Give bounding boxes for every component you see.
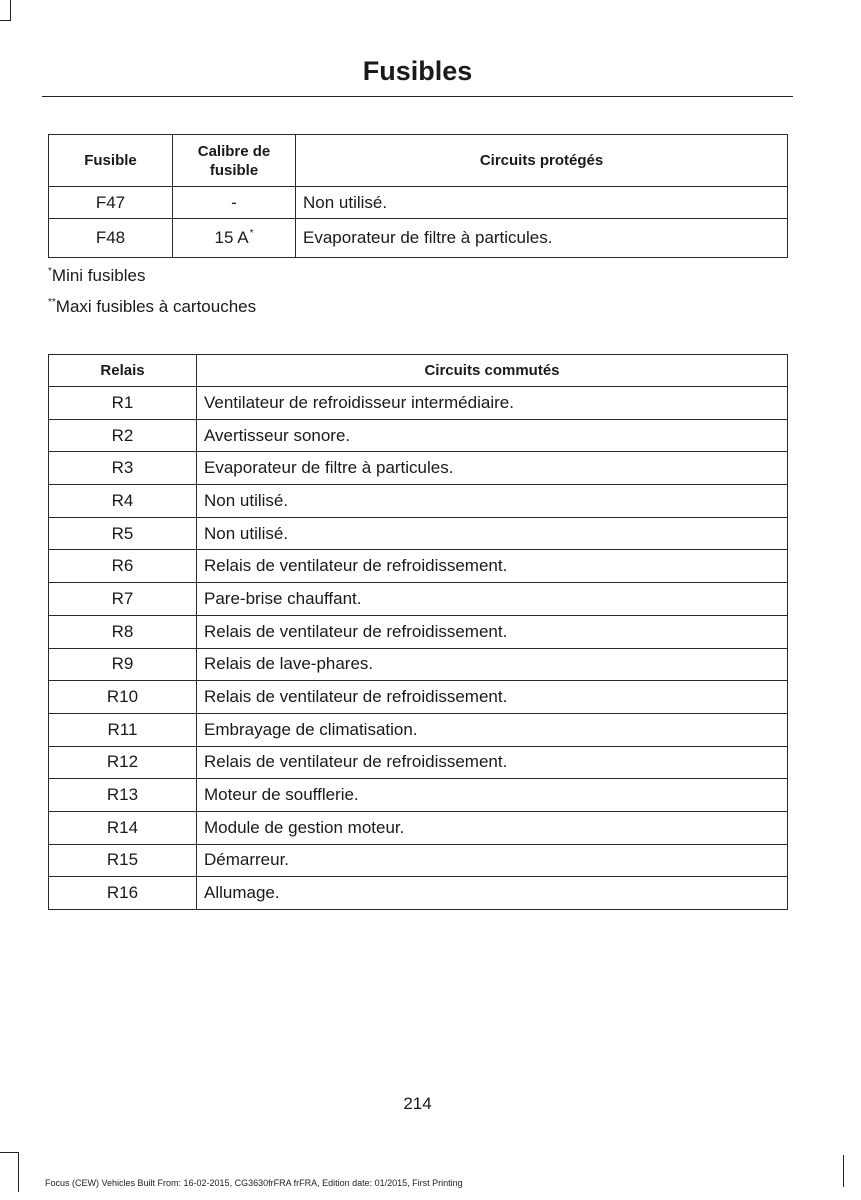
table-row (49, 746, 788, 779)
switched-circuit: Allumage. (197, 877, 788, 910)
switched-circuit: Evaporateur de filtre à particules. (197, 452, 788, 485)
table-row (49, 187, 788, 219)
fuse-number: F48 (49, 219, 173, 258)
switched-circuit: Pare-brise chauffant. (197, 583, 788, 616)
switched-circuit: Non utilisé. (197, 517, 788, 550)
relay-number: R15 (49, 844, 197, 877)
switched-circuit: Module de gestion moteur. (197, 811, 788, 844)
table-row (49, 550, 788, 583)
relay-number: R10 (49, 681, 197, 714)
header-rating: Calibre de fusible (173, 135, 296, 187)
switched-circuit: Relais de ventilateur de refroidissement. (197, 615, 788, 648)
table-row (49, 387, 788, 420)
table-row (49, 583, 788, 616)
crop-mark-bottom-right-vertical (843, 1155, 844, 1187)
switched-circuit: Non utilisé. (197, 485, 788, 518)
footnote-text: Maxi fusibles à cartouches (55, 297, 257, 316)
relay-number: R12 (49, 746, 197, 779)
relay-table-header (49, 355, 788, 387)
page-number: 214 (403, 1094, 432, 1113)
table-row (49, 452, 788, 485)
table-row (49, 713, 788, 746)
page-title: Fusibles (362, 56, 473, 86)
rating-footnote-marker: * (249, 228, 254, 239)
protected-circuit: Evaporateur de filtre à particules. (296, 219, 788, 258)
switched-circuit: Relais de ventilateur de refroidissement. (197, 550, 788, 583)
relay-number: R3 (49, 452, 197, 485)
header-switched-circuits: Circuits commutés (197, 355, 788, 387)
switched-circuit: Moteur de soufflerie. (197, 779, 788, 812)
table-row (49, 219, 788, 258)
table-row (49, 877, 788, 910)
relay-table (48, 354, 788, 910)
relay-number: R1 (49, 387, 197, 420)
relay-number: R2 (49, 419, 197, 452)
crop-mark-bottom-left-vertical (18, 1152, 19, 1192)
footnote-maxi-cartridge-fuses (48, 296, 256, 318)
switched-circuit: Ventilateur de refroidisseur intermédiaire. (197, 387, 788, 420)
relay-number: R14 (49, 811, 197, 844)
table-row (49, 517, 788, 550)
fuse-table-header (49, 135, 788, 187)
switched-circuit: Relais de ventilateur de refroidissement. (197, 746, 788, 779)
switched-circuit: Embrayage de climatisation. (197, 713, 788, 746)
fuse-rating-cell (173, 219, 296, 258)
header-relay: Relais (49, 355, 197, 387)
relay-number: R6 (49, 550, 197, 583)
relay-number: R7 (49, 583, 197, 616)
protected-circuit: Non utilisé. (296, 187, 788, 219)
table-row (49, 648, 788, 681)
print-footer: Focus (CEW) Vehicles Built From: 16-02-2015, CG3630frFRA frFRA, Edition date: 01/2015, First Printing (45, 1178, 463, 1188)
crop-mark-top-left-horizontal (0, 20, 11, 21)
table-row (49, 485, 788, 518)
header-fuse: Fusible (49, 135, 173, 187)
footnote-text: Mini fusibles (51, 266, 146, 285)
relay-number: R11 (49, 713, 197, 746)
table-row (49, 419, 788, 452)
table-row (49, 811, 788, 844)
switched-circuit: Démarreur. (197, 844, 788, 877)
footnote-marker: ** (48, 297, 56, 308)
relay-number: R8 (49, 615, 197, 648)
relay-number: R16 (49, 877, 197, 910)
relay-number: R9 (49, 648, 197, 681)
table-row (49, 681, 788, 714)
relay-number: R4 (49, 485, 197, 518)
title-rule (42, 96, 793, 97)
fuse-number: F47 (49, 187, 173, 219)
fuse-rating: - (173, 187, 296, 219)
switched-circuit: Avertisseur sonore. (197, 419, 788, 452)
table-row (49, 779, 788, 812)
crop-mark-top-left-vertical (10, 0, 11, 21)
relay-number: R5 (49, 517, 197, 550)
switched-circuit: Relais de ventilateur de refroidissement. (197, 681, 788, 714)
table-row (49, 615, 788, 648)
header-protected-circuits: Circuits protégés (296, 135, 788, 187)
crop-mark-bottom-left-horizontal (0, 1152, 18, 1153)
switched-circuit: Relais de lave-phares. (197, 648, 788, 681)
footnote-mini-fuses (48, 265, 145, 287)
footnote-marker: * (48, 266, 52, 277)
fuse-table (48, 134, 788, 258)
table-row (49, 844, 788, 877)
relay-number: R13 (49, 779, 197, 812)
fuse-rating: 15 A (214, 228, 249, 247)
